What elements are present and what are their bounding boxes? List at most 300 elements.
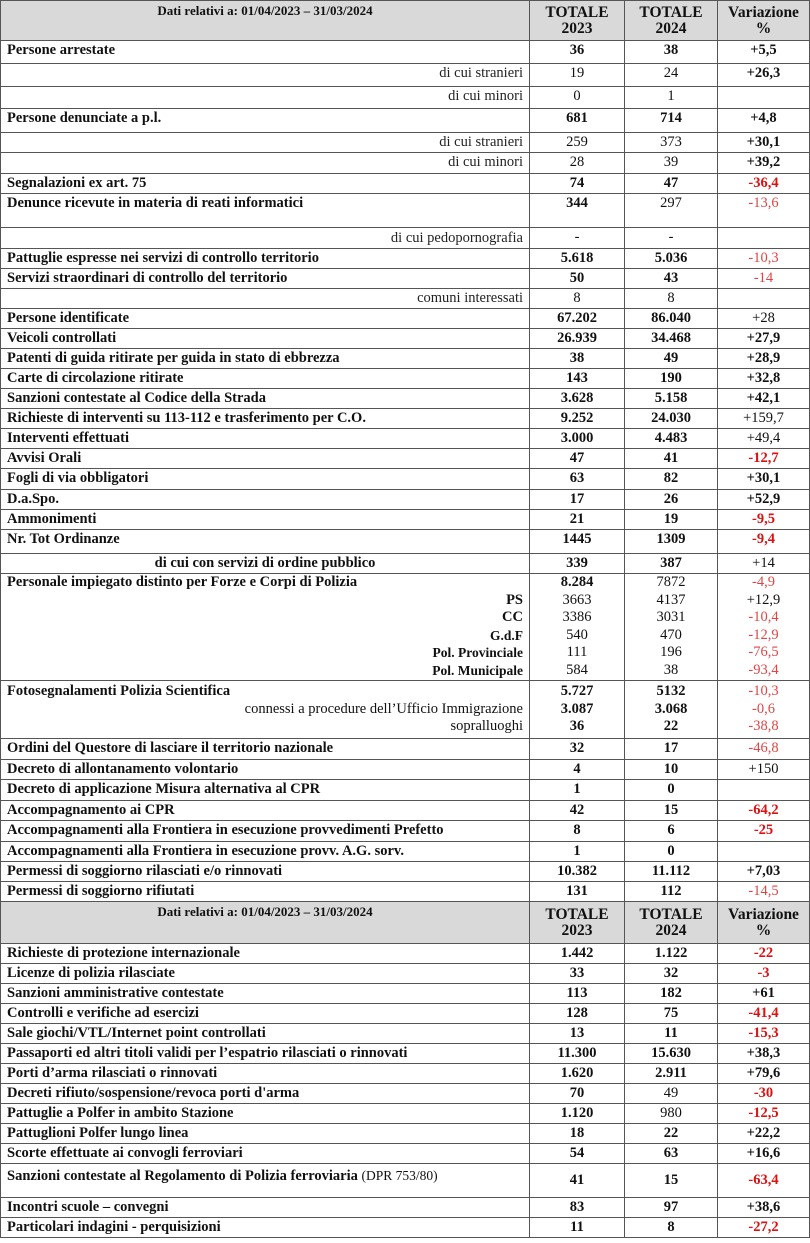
- row-label: [1, 862, 530, 882]
- cell-line: -93,4: [748, 661, 779, 678]
- row-label: [1, 174, 530, 194]
- value-2023: 131: [530, 882, 625, 902]
- row-label: [1, 842, 530, 862]
- value-2023: 3.000: [530, 429, 625, 449]
- cell-line: TOTALE: [639, 3, 703, 21]
- row-label: [1, 1024, 530, 1044]
- variation-value: [718, 780, 810, 801]
- table-row: [1, 449, 810, 469]
- variation-value: +28: [718, 309, 810, 329]
- table-row: [1, 801, 810, 821]
- variation-value: [718, 228, 810, 249]
- header-total-2023: [530, 902, 625, 944]
- variation-value: -30: [718, 1084, 810, 1104]
- table-row: [1, 554, 810, 574]
- variation-value: +22,2: [718, 1124, 810, 1144]
- table-row: [1, 389, 810, 409]
- value-2023: 17: [530, 490, 625, 510]
- table-row: [1, 469, 810, 490]
- row-label: [1, 882, 530, 902]
- row-label-text: Sanzioni amministrative contestate: [7, 985, 224, 1001]
- value-2023: 63: [530, 469, 625, 490]
- value-2023: 1.442: [530, 944, 625, 964]
- row-label-text: Carte di circolazione ritirate: [7, 370, 184, 386]
- row-label-text: Veicoli controllati: [7, 330, 117, 346]
- cell-line: Variazione: [728, 905, 799, 923]
- cell-line: 2023: [561, 921, 593, 939]
- row-label: [1, 1084, 530, 1104]
- value-2023: 11.300: [530, 1044, 625, 1064]
- value-2024: 373: [625, 133, 718, 153]
- cell-line: CC: [502, 609, 523, 625]
- value-2024: 0: [625, 842, 718, 862]
- row-label-text: D.a.Spo.: [7, 491, 59, 507]
- row-label: [1, 1044, 530, 1064]
- row-label: [1, 249, 530, 269]
- row-label: [1, 739, 530, 760]
- row-label-text: di cui pedopornografia: [390, 230, 523, 246]
- variation-value: +16,6: [718, 1144, 810, 1164]
- value-2024: 24.030: [625, 409, 718, 429]
- header-total-2023: [530, 1, 625, 41]
- cell-line: Pol. Municipale: [432, 662, 523, 678]
- row-label: [1, 409, 530, 429]
- row-label-text: Pattuglioni Polfer lungo linea: [7, 1125, 189, 1141]
- table-row: [1, 87, 810, 109]
- table-row: [1, 1218, 810, 1238]
- value-2023: 28: [530, 153, 625, 174]
- table-row: [1, 1164, 810, 1198]
- value-2023: 681: [530, 109, 625, 133]
- table-row: [1, 1084, 810, 1104]
- row-label-text: Denunce ricevute in materia di reati informatici: [7, 195, 304, 211]
- variation-value: -9,4: [718, 530, 810, 554]
- header-variation: [718, 1, 810, 41]
- row-label-text: Pattuglie a Polfer in ambito Stazione: [7, 1105, 234, 1121]
- table-row: [1, 1004, 810, 1024]
- value-2024: 182: [625, 984, 718, 1004]
- value-2023: 8: [530, 821, 625, 842]
- value-2024: [625, 574, 718, 681]
- value-2024: 34.468: [625, 329, 718, 349]
- row-label: [1, 41, 530, 64]
- value-2023: 5.618: [530, 249, 625, 269]
- value-2024: 22: [625, 1124, 718, 1144]
- variation-value: +7,03: [718, 862, 810, 882]
- row-label-text: Passaporti ed altri titoli validi per l’espatrio rilasciati o rinnovati: [7, 1045, 408, 1061]
- cell-line: 4137: [656, 591, 686, 608]
- variation-value: +30,1: [718, 133, 810, 153]
- variation-value: +32,8: [718, 369, 810, 389]
- table-row: [1, 739, 810, 760]
- cell-line: 2024: [655, 921, 687, 939]
- value-2024: 112: [625, 882, 718, 902]
- value-2023: 33: [530, 964, 625, 984]
- row-label: [1, 87, 530, 109]
- value-2023: 259: [530, 133, 625, 153]
- value-2024: 297: [625, 194, 718, 228]
- variation-value: +52,9: [718, 490, 810, 510]
- value-2023: 18: [530, 1124, 625, 1144]
- table-row: [1, 109, 810, 133]
- cell-line: +12,9: [746, 591, 781, 608]
- row-label-text: Incontri scuole – convegni: [7, 1199, 169, 1215]
- variation-value: +28,9: [718, 349, 810, 369]
- row-label-text: Ammonimenti: [7, 511, 97, 527]
- table-header-row: [1, 1, 810, 41]
- row-label: [1, 490, 530, 510]
- variation-value: [718, 289, 810, 309]
- value-2023: 50: [530, 269, 625, 289]
- variation-value: +30,1: [718, 469, 810, 490]
- row-label-text: Persone denunciate a p.l.: [7, 110, 162, 126]
- value-2023: 3.628: [530, 389, 625, 409]
- value-2023: 143: [530, 369, 625, 389]
- value-2024: 15: [625, 1164, 718, 1198]
- row-label: [1, 801, 530, 821]
- variation-value: +14: [718, 554, 810, 574]
- value-2023: 10.382: [530, 862, 625, 882]
- value-2023: 4: [530, 760, 625, 780]
- row-label-text: Avvisi Orali: [7, 450, 82, 466]
- row-label: [1, 1218, 530, 1238]
- header-total-2024: [625, 902, 718, 944]
- value-2024: -: [625, 228, 718, 249]
- value-2023: 74: [530, 174, 625, 194]
- variation-value: -22: [718, 944, 810, 964]
- cell-line: 5.727: [560, 683, 594, 699]
- value-2024: 11.112: [625, 862, 718, 882]
- cell-line: sopralluoghi: [450, 718, 523, 734]
- table-row: [1, 530, 810, 554]
- row-label-text: Interventi effettuati: [7, 430, 129, 446]
- cell-line: TOTALE: [545, 905, 609, 923]
- value-2023: 1.620: [530, 1064, 625, 1084]
- row-label-text: di cui stranieri: [439, 134, 523, 150]
- value-2024: 15: [625, 801, 718, 821]
- cell-line: 540: [566, 626, 588, 643]
- row-label-text: Accompagnamenti alla Frontiera in esecuzione provv. A.G. sorv.: [7, 843, 404, 859]
- value-2023: 0: [530, 87, 625, 109]
- table-row: [1, 249, 810, 269]
- row-label: [1, 530, 530, 554]
- value-2023: 26.939: [530, 329, 625, 349]
- value-2024: 10: [625, 760, 718, 780]
- cell-line: 3386: [562, 609, 592, 625]
- value-2024: 41: [625, 449, 718, 469]
- cell-line: 22: [663, 718, 679, 734]
- variation-value: +79,6: [718, 1064, 810, 1084]
- row-label-text: Porti d’arma rilasciati o rinnovati: [7, 1065, 218, 1081]
- value-2024: 4.483: [625, 429, 718, 449]
- table-row: [1, 1044, 810, 1064]
- table-row: [1, 429, 810, 449]
- table-row: [1, 490, 810, 510]
- variation-value: -63,4: [718, 1164, 810, 1198]
- variation-value: +27,9: [718, 329, 810, 349]
- table-row: [1, 289, 810, 309]
- value-2024: 15.630: [625, 1044, 718, 1064]
- value-2023: 8: [530, 289, 625, 309]
- row-label-text: Permessi di soggiorno rifiutati: [7, 883, 195, 899]
- row-label-text: Ordini del Questore di lasciare il territorio nazionale: [7, 740, 334, 756]
- period-label: Dati relativi a: 01/04/2023 – 31/03/2024: [1, 902, 530, 944]
- value-2024: 49: [625, 349, 718, 369]
- cell-line: 7872: [656, 574, 686, 590]
- value-2023: 41: [530, 1164, 625, 1198]
- value-2024: 1: [625, 87, 718, 109]
- table-row: [1, 228, 810, 249]
- variation-value: -64,2: [718, 801, 810, 821]
- cell-line: Variazione: [728, 3, 799, 21]
- value-2023: 344: [530, 194, 625, 228]
- row-label-text: Richieste di protezione internazionale: [7, 945, 240, 961]
- variation-value: -15,3: [718, 1024, 810, 1044]
- cell-line: -38,8: [748, 718, 779, 734]
- value-2024: 75: [625, 1004, 718, 1024]
- value-2024: 2.911: [625, 1064, 718, 1084]
- table-row: [1, 349, 810, 369]
- value-2024: 5.036: [625, 249, 718, 269]
- table-header-row: [1, 902, 810, 944]
- row-label: [1, 1104, 530, 1124]
- period-label: Dati relativi a: 01/04/2023 – 31/03/2024: [1, 1, 530, 41]
- value-2024: 190: [625, 369, 718, 389]
- row-label-text: Decreti rifiuto/sospensione/revoca porti d'arma: [7, 1085, 300, 1101]
- variation-value: +49,4: [718, 429, 810, 449]
- row-label: [1, 1064, 530, 1084]
- table-row: [1, 269, 810, 289]
- value-2023: 339: [530, 554, 625, 574]
- cell-line: connessi a procedure dell’Ufficio Immigrazione: [244, 700, 523, 717]
- cell-line: TOTALE: [545, 3, 609, 21]
- row-label: [1, 194, 530, 228]
- row-label-text: Permessi di soggiorno rilasciati e/o rinnovati: [7, 863, 283, 879]
- value-2023: 19: [530, 64, 625, 87]
- variation-value: -46,8: [718, 739, 810, 760]
- value-2023: 36: [530, 41, 625, 64]
- variation-value: +5,5: [718, 41, 810, 64]
- value-2024: 5.158: [625, 389, 718, 409]
- value-2023: 1: [530, 780, 625, 801]
- value-2024: 43: [625, 269, 718, 289]
- table-row: [1, 862, 810, 882]
- table-row: [1, 1144, 810, 1164]
- variation-value: +150: [718, 760, 810, 780]
- row-label: [1, 984, 530, 1004]
- row-label: [1, 228, 530, 249]
- row-label-text: Decreto di allontanamento volontario: [7, 761, 239, 777]
- cell-line: 38: [663, 661, 679, 678]
- row-label-text: Scorte effettuate ai convogli ferroviari: [7, 1145, 243, 1161]
- variation-value: -13,6: [718, 194, 810, 228]
- value-2024: 32: [625, 964, 718, 984]
- value-2023: 47: [530, 449, 625, 469]
- personale-label: [1, 574, 530, 681]
- cell-line: 3663: [562, 591, 592, 608]
- row-label-text: Sale giochi/VTL/Internet point controllati: [7, 1025, 266, 1041]
- value-2023: 9.252: [530, 409, 625, 429]
- table-row: [1, 882, 810, 902]
- cell-line: 2024: [655, 19, 687, 37]
- table-row: [1, 842, 810, 862]
- cell-line: %: [755, 921, 772, 939]
- row-label-text: Particolari indagini - perquisizioni: [7, 1219, 221, 1235]
- variation-value: -25: [718, 821, 810, 842]
- table-row: [1, 1124, 810, 1144]
- variation-value: +38,6: [718, 1198, 810, 1218]
- value-2023: 38: [530, 349, 625, 369]
- table-row: [1, 1064, 810, 1084]
- value-2024: 47: [625, 174, 718, 194]
- value-2024: 11: [625, 1024, 718, 1044]
- row-label: [1, 510, 530, 530]
- value-2023: 1: [530, 842, 625, 862]
- row-label: [1, 153, 530, 174]
- value-2024: 82: [625, 469, 718, 490]
- value-2024: 8: [625, 1218, 718, 1238]
- row-label-text: comuni interessati: [417, 290, 523, 306]
- row-label: [1, 780, 530, 801]
- value-2023: -: [530, 228, 625, 249]
- cell-line: 470: [660, 626, 682, 643]
- value-2024: 17: [625, 739, 718, 760]
- row-label: [1, 1124, 530, 1144]
- row-label: [1, 1144, 530, 1164]
- row-label: [1, 349, 530, 369]
- variation-value: [718, 574, 810, 681]
- row-label-text: Pattuglie espresse nei servizi di controllo territorio: [7, 250, 319, 266]
- value-2024: 714: [625, 109, 718, 133]
- header-total-2024: [625, 1, 718, 41]
- row-label: [1, 469, 530, 490]
- value-2024: 0: [625, 780, 718, 801]
- cell-line: 3031: [656, 609, 686, 625]
- variation-value: -9,5: [718, 510, 810, 530]
- variation-value: -41,4: [718, 1004, 810, 1024]
- cell-line: 8.284: [560, 574, 594, 590]
- row-label: [1, 289, 530, 309]
- cell-line: Personale impiegato distinto per Forze e Corpi di Polizia: [7, 574, 358, 590]
- value-2023: 128: [530, 1004, 625, 1024]
- value-2023: 13: [530, 1024, 625, 1044]
- value-2023: [530, 681, 625, 739]
- row-label-text: di cui minori: [448, 154, 523, 170]
- row-label: [1, 329, 530, 349]
- variation-value: +39,2: [718, 153, 810, 174]
- row-label: [1, 389, 530, 409]
- cell-line: 111: [566, 644, 588, 660]
- row-label: [1, 429, 530, 449]
- variation-value: -27,2: [718, 1218, 810, 1238]
- value-2023: 1445: [530, 530, 625, 554]
- table-row: [1, 760, 810, 780]
- cell-line: 196: [660, 644, 682, 660]
- value-2023: [530, 574, 625, 681]
- table-row: [1, 821, 810, 842]
- variation-value: +42,1: [718, 389, 810, 409]
- variation-value: +159,7: [718, 409, 810, 429]
- cell-line: 5132: [656, 683, 686, 699]
- row-label: [1, 369, 530, 389]
- table-row: [1, 194, 810, 228]
- value-2024: 387: [625, 554, 718, 574]
- cell-line: -10,4: [748, 609, 779, 625]
- value-2024: 49: [625, 1084, 718, 1104]
- value-2024: [625, 681, 718, 739]
- row-label-text: Accompagnamenti alla Frontiera in esecuzione provvedimenti Prefetto: [7, 822, 444, 838]
- value-2024: 97: [625, 1198, 718, 1218]
- variation-value: -14: [718, 269, 810, 289]
- table-row: [1, 41, 810, 64]
- value-2024: 86.040: [625, 309, 718, 329]
- fotosegnalamenti-row: [1, 681, 810, 739]
- value-2024: 24: [625, 64, 718, 87]
- personale-row: [1, 574, 810, 681]
- cell-line: -12,9: [748, 626, 779, 643]
- header-variation: [718, 902, 810, 944]
- value-2024: 26: [625, 490, 718, 510]
- row-label-text: Patenti di guida ritirate per guida in stato di ebbrezza: [7, 350, 340, 366]
- row-label-text: di cui minori: [448, 88, 523, 104]
- table-row: [1, 153, 810, 174]
- table-row: [1, 780, 810, 801]
- table-row: [1, 133, 810, 153]
- row-label: [1, 109, 530, 133]
- row-label-text: Persone arrestate: [7, 42, 116, 58]
- value-2023: 67.202: [530, 309, 625, 329]
- table-row: [1, 984, 810, 1004]
- table-row: [1, 409, 810, 429]
- value-2024: 1.122: [625, 944, 718, 964]
- cell-line: G.d.F: [489, 627, 523, 643]
- row-label-text: Controlli e verifiche ad esercizi: [7, 1005, 199, 1021]
- variation-value: [718, 842, 810, 862]
- row-label-text: di cui stranieri: [439, 65, 523, 81]
- variation-value: [718, 681, 810, 739]
- row-label: [1, 1198, 530, 1218]
- fotosegnalamenti-label: [1, 681, 530, 739]
- value-2023: 54: [530, 1144, 625, 1164]
- row-label: [1, 821, 530, 842]
- table-row: [1, 64, 810, 87]
- variation-value: +38,3: [718, 1044, 810, 1064]
- value-2024: 19: [625, 510, 718, 530]
- row-label: [1, 1164, 530, 1198]
- value-2024: 39: [625, 153, 718, 174]
- cell-line: %: [755, 19, 772, 37]
- cell-line: -10,3: [748, 683, 779, 699]
- value-2024: 8: [625, 289, 718, 309]
- table-row: [1, 1104, 810, 1124]
- row-label-text: Persone identificate: [7, 310, 130, 326]
- cell-line: Fotosegnalamenti Polizia Scientifica: [7, 683, 231, 699]
- value-2024: 1309: [625, 530, 718, 554]
- row-label-text: Sanzioni contestate al Regolamento di Polizia ferroviaria: [7, 1168, 358, 1184]
- row-label: [1, 760, 530, 780]
- row-label: [1, 64, 530, 87]
- variation-value: -36,4: [718, 174, 810, 194]
- value-2023: 113: [530, 984, 625, 1004]
- cell-line: 584: [566, 661, 588, 678]
- row-label-text: Segnalazioni ex art. 75: [7, 175, 147, 191]
- table-row: [1, 964, 810, 984]
- row-label: [1, 309, 530, 329]
- variation-value: -12,7: [718, 449, 810, 469]
- variation-value: +4,8: [718, 109, 810, 133]
- variation-value: -14,5: [718, 882, 810, 902]
- value-2024: 980: [625, 1104, 718, 1124]
